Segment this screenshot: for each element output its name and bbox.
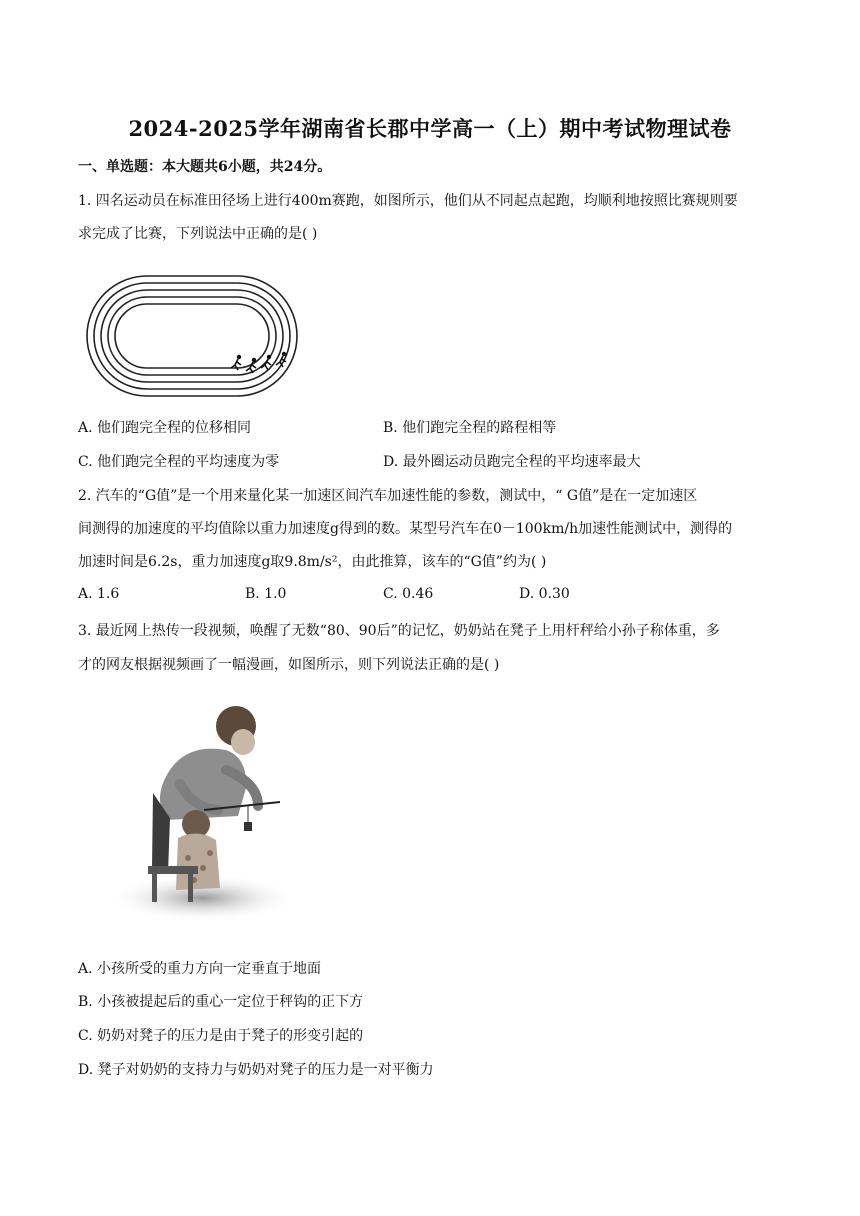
q3-stem-line-1: 3. 最近网上热传一段视频，唤醒了无数“80、90后”的记忆，奶奶站在凳子上用杆秤给小孙子称体重，多 xyxy=(78,623,720,639)
q2-stem-line-3: 加速时间是6.2s，重力加速度g取9.8m/s²，由此推算，该车的“G值”约为( ) xyxy=(78,554,547,570)
section-heading: 一、单选题：本大题共6小题，共24分。 xyxy=(78,159,332,175)
q1-option-d: D. 最外圈运动员跑完全程的平均速率最大 xyxy=(383,454,641,470)
q2-option-b: B. 1.0 xyxy=(245,586,287,602)
q2-option-a: A. 1.6 xyxy=(78,586,120,602)
q1-stem-line-1: 1. 四名运动员在标准田径场上进行400m赛跑，如图所示，他们从不同起点起跑，均顺利地按照比赛规则要 xyxy=(78,193,738,209)
q1-option-a: A. 他们跑完全程的位移相同 xyxy=(78,420,252,436)
q3-option-a: A. 小孩所受的重力方向一定垂直于地面 xyxy=(78,961,322,977)
q1-option-b: B. 他们跑完全程的路程相等 xyxy=(383,420,557,436)
q3-option-b: B. 小孩被提起后的重心一定位于秤钩的正下方 xyxy=(78,994,364,1010)
q2-stem-line-1: 2. 汽车的“G值”是一个用来量化某一加速区间汽车加速性能的参数，测试中，“ G值”是在一定加速区 xyxy=(78,488,698,504)
q2-stem-line-2: 间测得的加速度的平均值除以重力加速度g得到的数。某型号汽车在0－100km/h加速性能测试中，测得的 xyxy=(78,521,733,537)
q2-option-c: C. 0.46 xyxy=(383,586,434,602)
running-track-figure xyxy=(84,272,300,402)
q2-option-d: D. 0.30 xyxy=(519,586,570,602)
page-title: 2024-2025学年湖南省长郡中学高一（上）期中考试物理试卷 xyxy=(128,116,732,141)
q3-stem-line-2: 才的网友根据视频画了一幅漫画，如图所示，则下列说法正确的是( ) xyxy=(78,657,500,673)
q3-option-c: C. 奶奶对凳子的压力是由于凳子的形变引起的 xyxy=(78,1028,364,1044)
q3-option-d: D. 凳子对奶奶的支持力与奶奶对凳子的压力是一对平衡力 xyxy=(78,1062,434,1078)
grandma-weighing-child-illustration xyxy=(108,698,308,924)
q1-option-c: C. 他们跑完全程的平均速度为零 xyxy=(78,454,280,470)
q1-stem-line-2: 求完成了比赛，下列说法中正确的是( ) xyxy=(78,226,318,242)
